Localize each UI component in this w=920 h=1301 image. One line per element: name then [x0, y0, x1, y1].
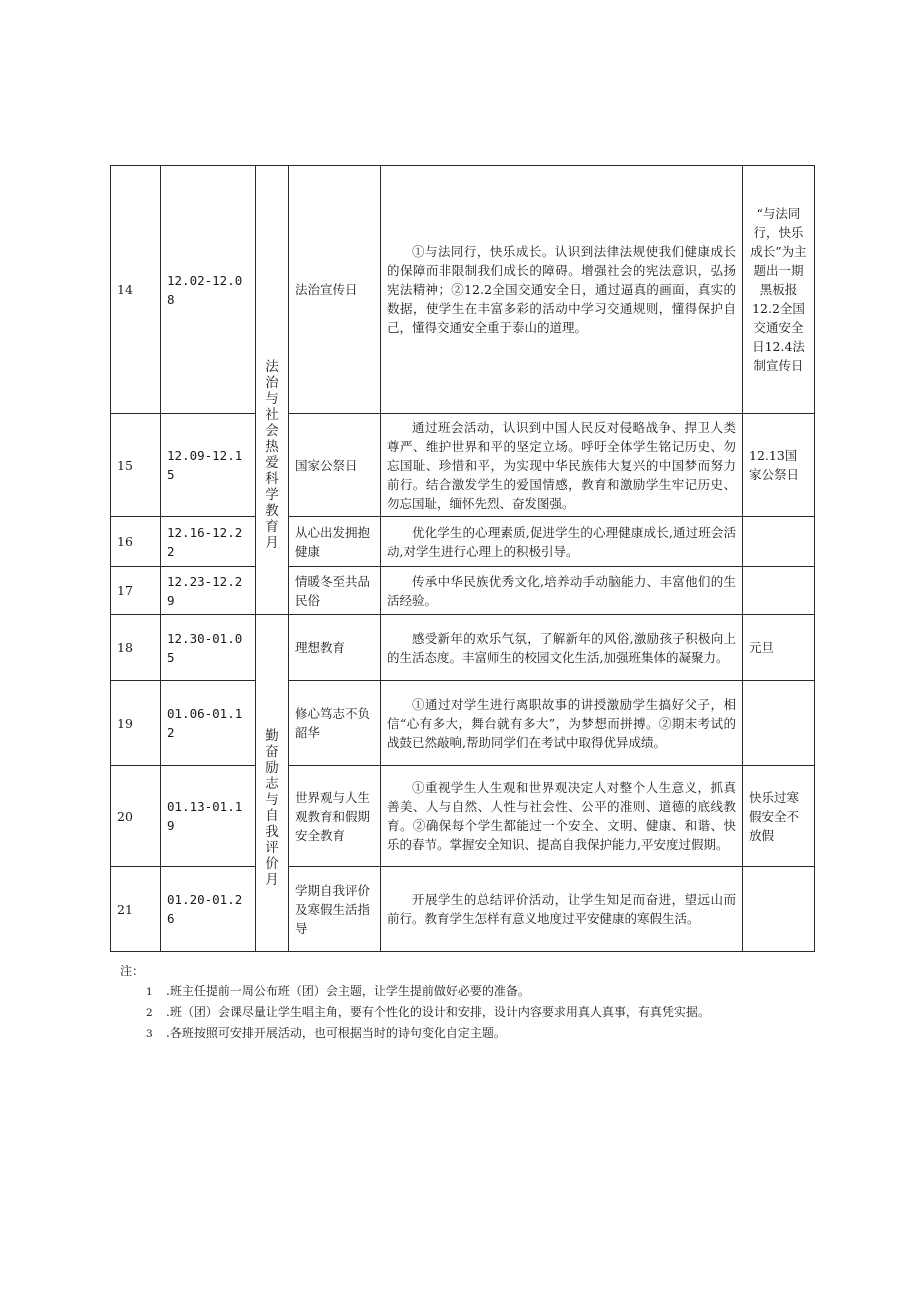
activity-note: 12.13国家公祭日 — [743, 414, 815, 517]
activity-note — [743, 517, 815, 567]
activity-note: 快乐过寒假安全不放假 — [743, 766, 815, 867]
activity-content — [381, 567, 743, 615]
activity-note — [743, 867, 815, 952]
activity-content — [381, 681, 743, 766]
activity-note: “与法同行，快乐成长”为主题出一期黑板报12.2全国交通安全日12.4法制宣传日 — [743, 166, 815, 414]
month-theme-label: 法治与社会热爱科学教育月 — [265, 358, 279, 551]
activity-theme: 世界观与人生观教育和假期安全教育 — [289, 766, 381, 867]
activity-theme: 修心笃志不负韶华 — [289, 681, 381, 766]
month-theme-cell — [256, 615, 289, 952]
activity-content-text: 传承中华民族优秀文化,培养动手动脑能力、丰富他们的生活经验。 — [387, 573, 736, 608]
footnote-number: 2 — [146, 1007, 153, 1019]
activity-note — [743, 681, 815, 766]
activity-content — [381, 867, 743, 952]
activity-content-text: ①重视学生人生观和世界观决定人对整个人生意义，抓真善美、人与自然、人性与社会性、公平的准则、道德的底线教育。②确保每个学生都能过一个安全、文明、健康、和谐、快乐的春节。掌握安全知识、提高自我保护能力,平安度过假期。 — [387, 780, 736, 852]
activity-plan-table — [110, 165, 815, 952]
date-range: 01.20-01.26 — [161, 867, 256, 952]
activity-content-text: 优化学生的心理素质,促进学生的心理健康成长,通过班会活动,对学生进行心理上的积极引导。 — [387, 524, 736, 559]
footnotes-heading: 注： — [120, 964, 145, 978]
date-range: 12.23-12.29 — [161, 567, 256, 615]
activity-content — [381, 166, 743, 414]
table-row — [111, 615, 815, 681]
activity-note: 元旦 — [743, 615, 815, 681]
table-row — [111, 867, 815, 952]
footnote-text: .班（团）会课尽量让学生唱主角，要有个性化的设计和安排，设计内容要求用真人真事，有真凭实据。 — [166, 1005, 710, 1019]
footnote-text: .班主任提前一周公布班（团）会主题，让学生提前做好必要的准备。 — [166, 984, 530, 998]
week-number: 15 — [111, 414, 161, 517]
week-number: 14 — [111, 166, 161, 414]
activity-content-text: 开展学生的总结评价活动，让学生知足而奋进，望远山而前行。教育学生怎样有意义地度过平安健康的寒假生活。 — [387, 892, 736, 926]
activity-content — [381, 615, 743, 681]
footnote-item — [120, 1023, 820, 1044]
table-row — [111, 567, 815, 615]
week-number: 21 — [111, 867, 161, 952]
activity-theme: 国家公祭日 — [289, 414, 381, 517]
month-theme-label: 勤奋励志与自我评价月 — [265, 727, 279, 888]
footnote-number: 3 — [146, 1028, 153, 1040]
table-row — [111, 681, 815, 766]
footnote-item — [120, 981, 820, 1002]
week-number: 17 — [111, 567, 161, 615]
table-row — [111, 766, 815, 867]
activity-theme: 从心出发拥抱健康 — [289, 517, 381, 567]
date-range: 01.06-01.12 — [161, 681, 256, 766]
activity-theme: 情暖冬至共品民俗 — [289, 567, 381, 615]
activity-content-text: ①通过对学生进行离职故事的讲授激励学生搞好父子，相信“心有多大，舞台就有多大”，为梦想而拼搏。②期末考试的战鼓已然敲响,帮助同学们在考试中取得优异成绩。 — [387, 696, 736, 750]
activity-theme: 法治宣传日 — [289, 166, 381, 414]
activity-content-text: 感受新年的欢乐气氛，了解新年的风俗,激励孩子积极向上的生活态度。丰富师生的校园文化生活,加强班集体的凝聚力。 — [387, 630, 736, 665]
week-number: 16 — [111, 517, 161, 567]
table-row — [111, 517, 815, 567]
table-row — [111, 414, 815, 517]
week-number: 20 — [111, 766, 161, 867]
table-row — [111, 166, 815, 414]
footnote-text: .各班按照可安排开展活动，也可根据当时的诗句变化自定主题。 — [166, 1026, 506, 1040]
activity-content — [381, 766, 743, 867]
footnote-item — [120, 1002, 820, 1023]
activity-theme: 学期自我评价及寒假生活指导 — [289, 867, 381, 952]
date-range: 01.13-01.19 — [161, 766, 256, 867]
month-theme-cell — [256, 166, 289, 615]
activity-note — [743, 567, 815, 615]
activity-content-text: 通过班会活动，认识到中国人民反对侵略战争、捍卫人类尊严、维护世界和平的坚定立场。呼吁全体学生铭记历史、勿忘国耻、珍惜和平，为实现中华民族伟大复兴的中国梦而努力前行。结合激发学生的爱国情感，教育和激励学生牢记历史、勿忘国耻，缅怀先烈、奋发图强。 — [387, 419, 736, 511]
footnotes — [120, 961, 820, 1044]
footnote-number: 1 — [146, 986, 153, 998]
activity-content-text: ①与法同行，快乐成长。认识到法律法规使我们健康成长的保障而非限制我们成长的障碍。增强社会的宪法意识，弘扬宪法精神；②12.2全国交通安全日，通过逼真的画面，真实的数据，使学生在丰富多彩的活动中学习交通规则，懂得保护自己，懂得交通安全重于泰山的道理。 — [387, 244, 736, 335]
activity-theme: 理想教育 — [289, 615, 381, 681]
date-range: 12.02-12.08 — [161, 166, 256, 414]
date-range: 12.30-01.05 — [161, 615, 256, 681]
date-range: 12.16-12.22 — [161, 517, 256, 567]
activity-content — [381, 517, 743, 567]
activity-content — [381, 414, 743, 517]
date-range: 12.09-12.15 — [161, 414, 256, 517]
week-number: 18 — [111, 615, 161, 681]
week-number: 19 — [111, 681, 161, 766]
